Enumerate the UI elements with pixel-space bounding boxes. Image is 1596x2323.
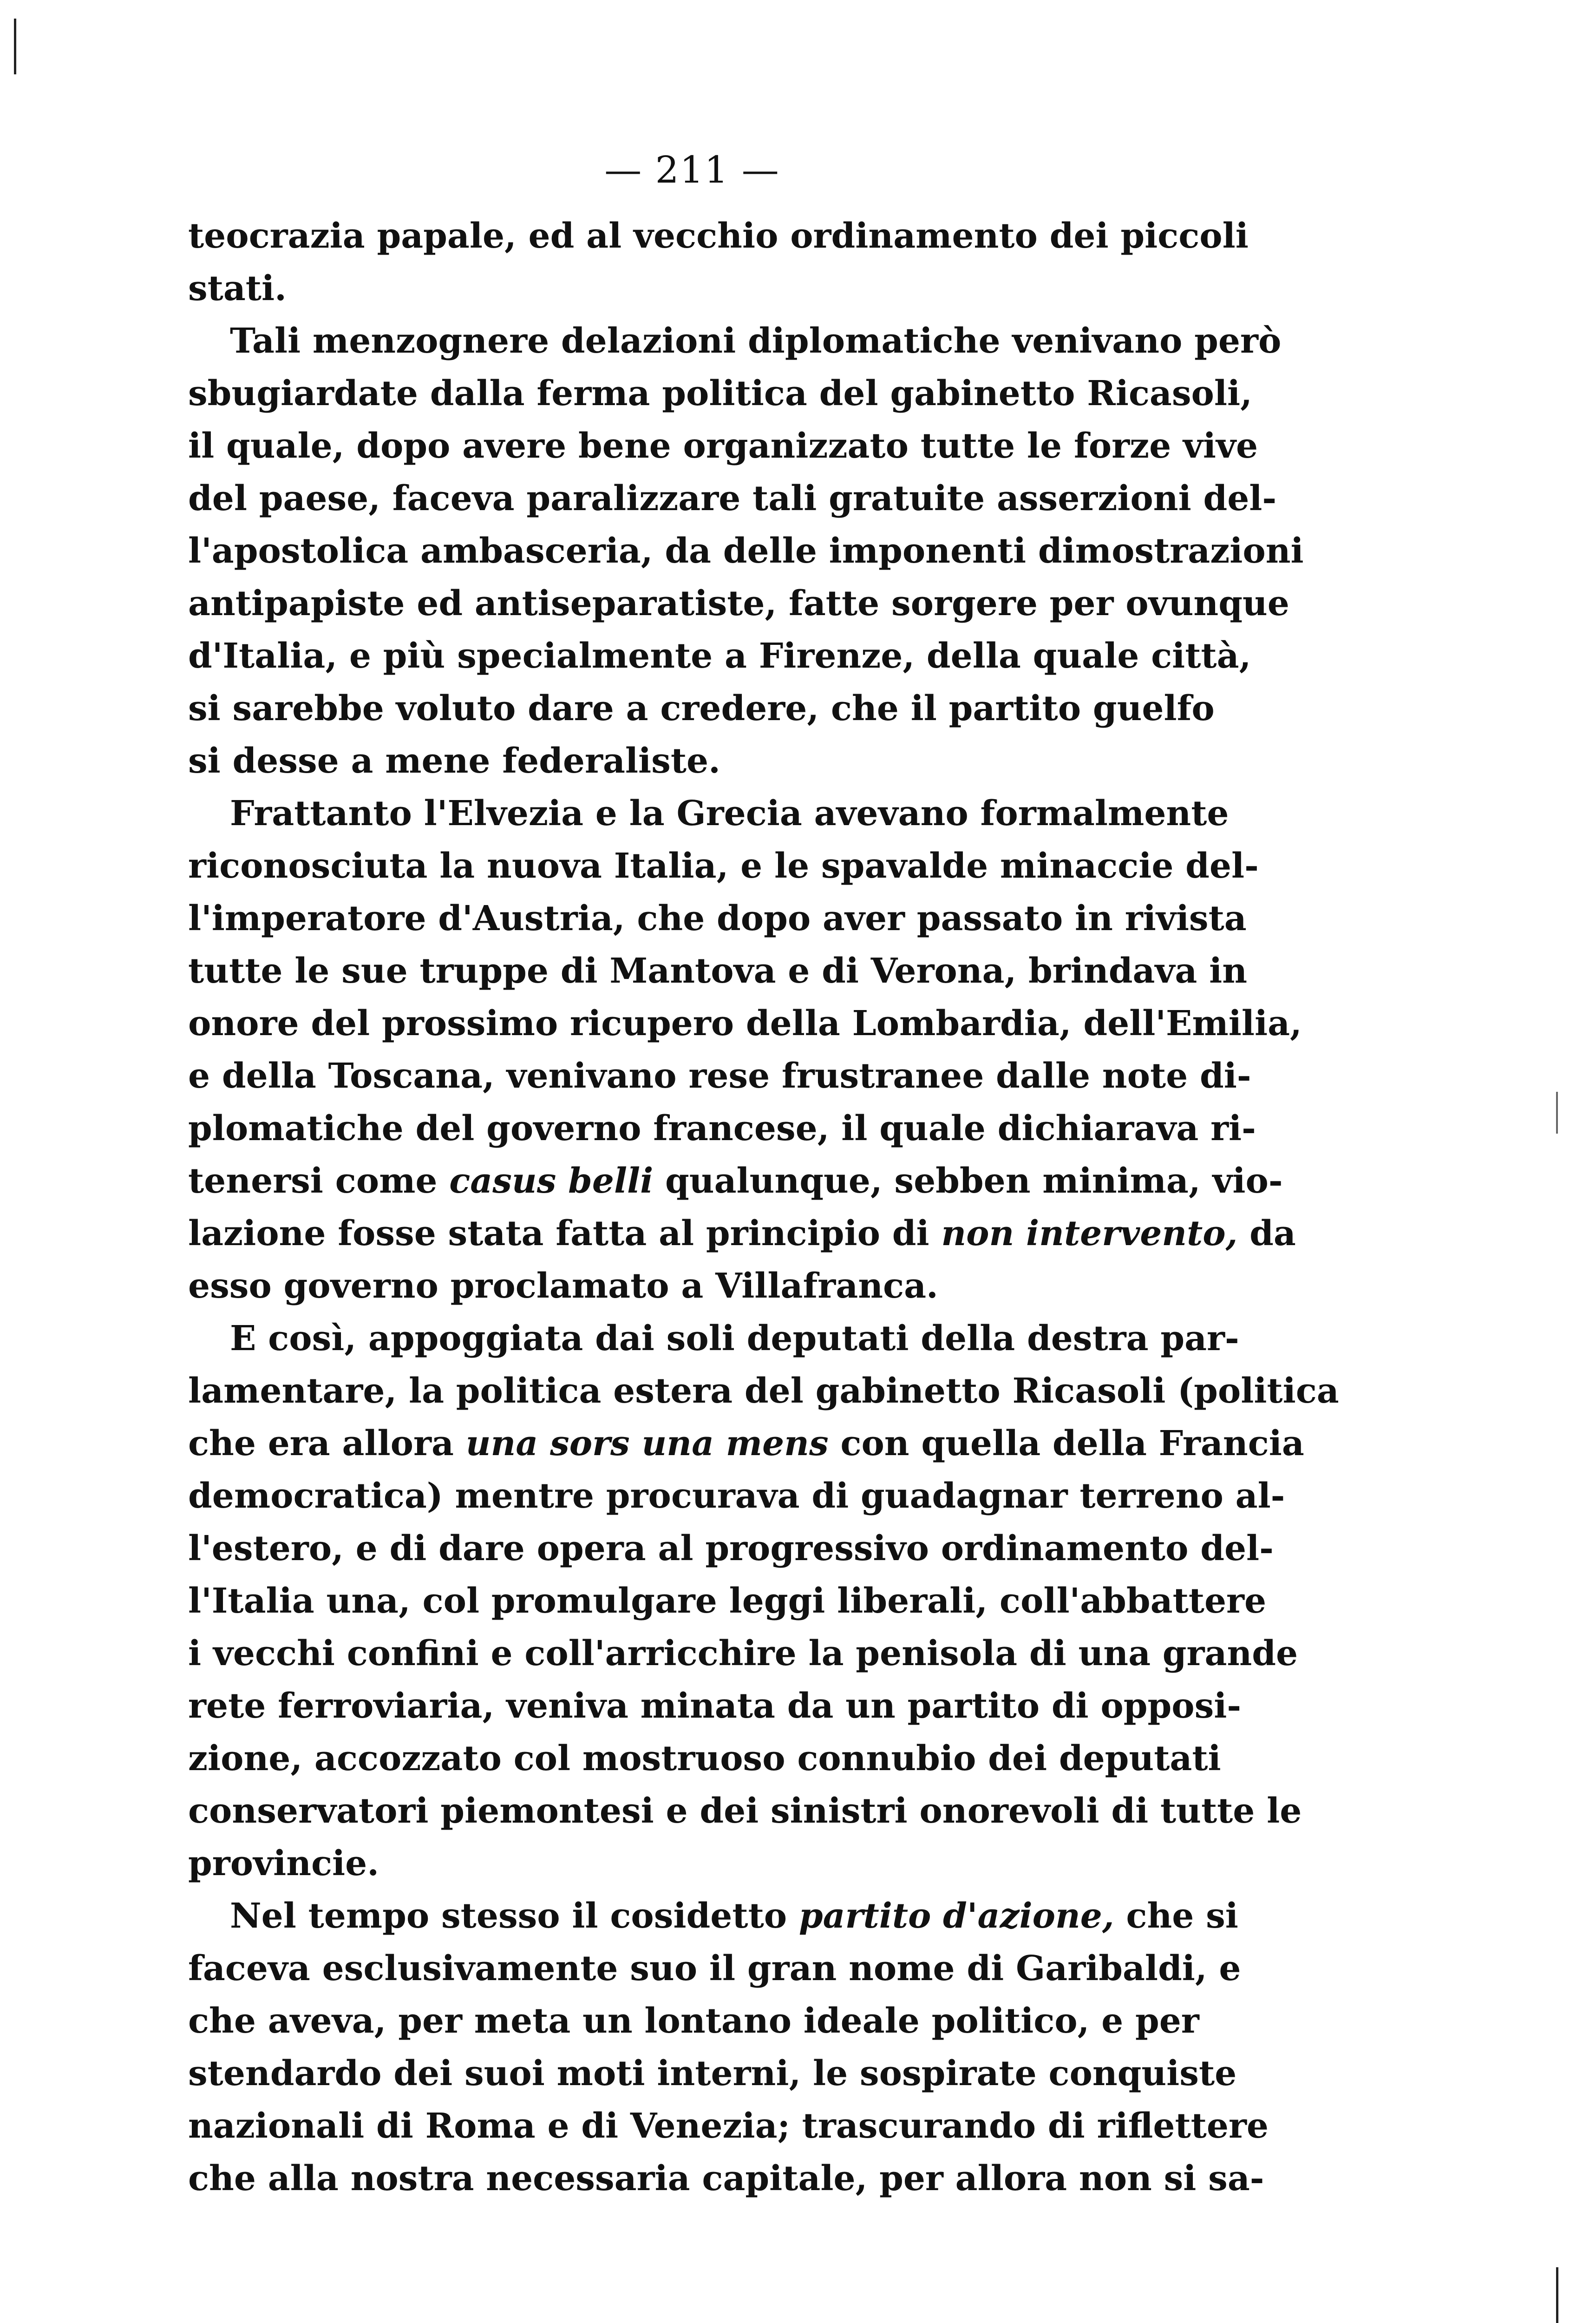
body-text bbox=[188, 210, 1339, 2205]
text-line: i vecchi confini e coll'arricchire la penisola di una grande bbox=[188, 1634, 1298, 1673]
text-line: l'Italia una, col promulgare leggi liberali, coll'abbattere bbox=[188, 1581, 1267, 1621]
page-number: — 211 — bbox=[604, 148, 780, 191]
text-line: l'estero, e di dare opera al progressivo ordinamento del- bbox=[188, 1529, 1274, 1568]
scan-edge-mark bbox=[14, 19, 16, 74]
text-line: conservatori piemontesi e dei sinistri onorevoli di tutte le bbox=[188, 1791, 1302, 1831]
text-line: Nel tempo stesso il cosidetto partito d'azione, che si bbox=[230, 1896, 1238, 1936]
text-line: d'Italia, e più specialmente a Firenze, della quale città, bbox=[188, 636, 1251, 676]
text-line: E così, appoggiata dai soli deputati della destra par- bbox=[230, 1319, 1239, 1358]
text-line: tenersi come casus belli qualunque, sebben minima, vio- bbox=[188, 1161, 1283, 1201]
text-line: faceva esclusivamente suo il gran nome di Garibaldi, e bbox=[188, 1949, 1241, 1988]
text-line: riconosciuta la nuova Italia, e le spavalde minaccie del- bbox=[188, 846, 1259, 886]
text-line: lamentare, la politica estera del gabinetto Ricasoli (politica bbox=[188, 1371, 1339, 1411]
text-line: si sarebbe voluto dare a credere, che il partito guelfo bbox=[188, 689, 1215, 728]
text-line: sbugiardate dalla ferma politica del gabinetto Ricasoli, bbox=[188, 374, 1252, 413]
text-line: Tali menzognere delazioni diplomatiche venivano però bbox=[230, 321, 1282, 361]
text-line: Frattanto l'Elvezia e la Grecia avevano formalmente bbox=[230, 794, 1229, 833]
text-line: tutte le sue truppe di Mantova e di Verona, brindava in bbox=[188, 951, 1248, 991]
text-line: zione, accozzato col mostruoso connubio dei deputati bbox=[188, 1739, 1221, 1778]
text-line: l'apostolica ambasceria, da delle imponenti dimostrazioni bbox=[188, 531, 1304, 571]
text-line: il quale, dopo avere bene organizzato tutte le forze vive bbox=[188, 426, 1258, 466]
text-line: si desse a mene federaliste. bbox=[188, 741, 720, 781]
text-line: che era allora una sors una mens con quella della Francia bbox=[188, 1424, 1304, 1463]
scan-edge-mark bbox=[1556, 1092, 1558, 1134]
text-line: democratica) mentre procurava di guadagnar terreno al- bbox=[188, 1476, 1285, 1516]
text-line: provincie. bbox=[188, 1844, 379, 1883]
text-line: esso governo proclamato a Villafranca. bbox=[188, 1266, 938, 1306]
text-line: teocrazia papale, ed al vecchio ordinamento dei piccoli bbox=[188, 216, 1249, 256]
text-line: antipapiste ed antiseparatiste, fatte sorgere per ovunque bbox=[188, 584, 1289, 623]
text-line: lazione fosse stata fatta al principio di non intervento, da bbox=[188, 1214, 1296, 1253]
text-line: e della Toscana, venivano rese frustranee dalle note di- bbox=[188, 1056, 1251, 1096]
text-line: onore del prossimo ricupero della Lombardia, dell'Emilia, bbox=[188, 1004, 1302, 1043]
text-line: che aveva, per meta un lontano ideale politico, e per bbox=[188, 2001, 1199, 2041]
text-line: del paese, faceva paralizzare tali gratuite asserzioni del- bbox=[188, 479, 1277, 518]
text-line: che alla nostra necessaria capitale, per allora non si sa- bbox=[188, 2159, 1264, 2198]
text-line: l'imperatore d'Austria, che dopo aver passato in rivista bbox=[188, 899, 1247, 938]
text-line: nazionali di Roma e di Venezia; trascurando di riflettere bbox=[188, 2106, 1269, 2146]
scan-edge-mark bbox=[1556, 2267, 1558, 2323]
text-line: stendardo dei suoi moti interni, le sospirate conquiste bbox=[188, 2054, 1237, 2093]
text-line: stati. bbox=[188, 269, 287, 308]
text-line: rete ferroviaria, veniva minata da un partito di opposi- bbox=[188, 1686, 1242, 1726]
text-line: plomatiche del governo francese, il quale dichiarava ri- bbox=[188, 1109, 1256, 1148]
